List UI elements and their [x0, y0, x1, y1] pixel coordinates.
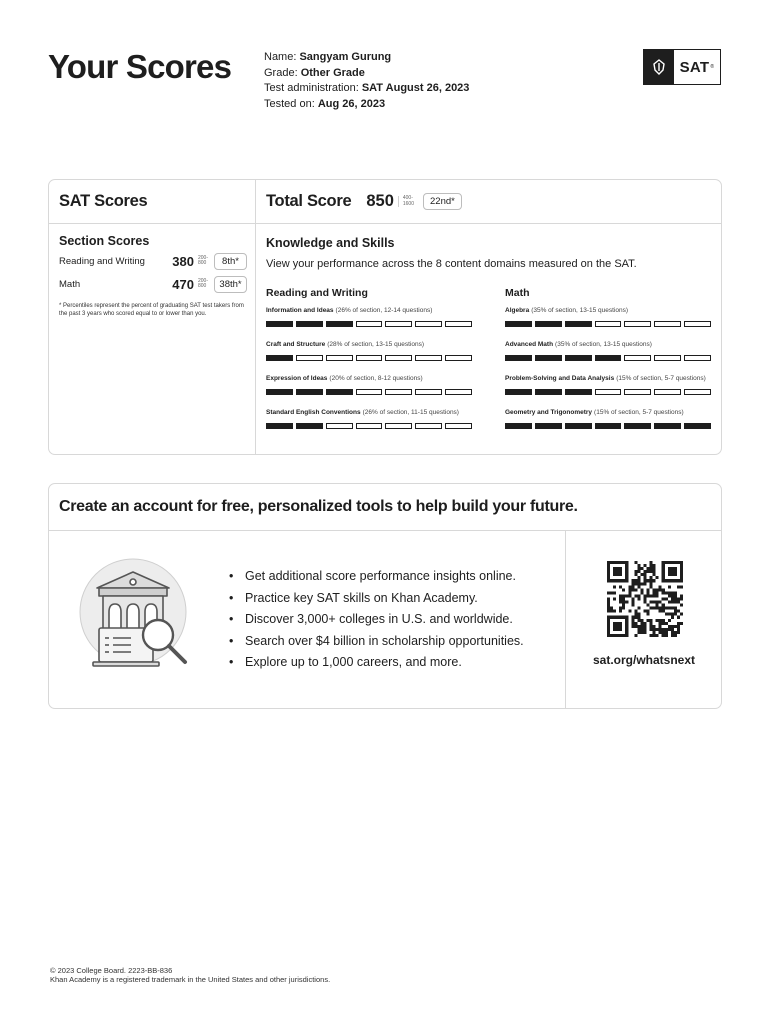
domain-row — [505, 307, 711, 327]
performance-segment-empty — [356, 423, 383, 429]
performance-segment-empty — [415, 355, 442, 361]
performance-segment-filled — [326, 321, 353, 327]
list-item: • Practice key SAT skills on Khan Academy. — [229, 588, 524, 610]
domain-label — [266, 341, 472, 348]
domain-label — [266, 375, 472, 382]
performance-segment-filled — [535, 355, 562, 361]
performance-segment-empty — [654, 355, 681, 361]
scores-card — [48, 179, 722, 455]
performance-segment-empty — [415, 321, 442, 327]
total-score-range: 400- 1600 — [398, 196, 414, 207]
performance-bar — [505, 423, 711, 429]
performance-segment-empty — [415, 389, 442, 395]
domain-label — [505, 375, 711, 382]
knowledge-skills-title: Knowledge and Skills — [266, 236, 395, 250]
total-score-row — [266, 192, 462, 211]
domain-meta: (26% of section, 11-15 questions) — [362, 409, 459, 416]
performance-segment-empty — [385, 423, 412, 429]
performance-segment-empty — [595, 389, 622, 395]
performance-segment-filled — [565, 321, 592, 327]
domain-label — [505, 409, 711, 416]
performance-segment-empty — [385, 321, 412, 327]
performance-segment-filled — [266, 389, 293, 395]
college-illustration-icon — [79, 556, 199, 676]
domain-row — [266, 409, 472, 429]
domain-name: Problem-Solving and Data Analysis — [505, 375, 615, 382]
domain-name: Standard English Conventions — [266, 409, 361, 416]
domain-name: Information and Ideas — [266, 307, 334, 314]
performance-segment-filled — [595, 423, 622, 429]
domain-row — [266, 307, 472, 327]
domain-meta: (35% of section, 13-15 questions) — [531, 307, 629, 314]
acorn-icon — [644, 50, 674, 84]
sat-scores-heading: SAT Scores — [59, 192, 148, 210]
percentile-footnote: * Percentiles represent the percent of graduating SAT test takers from the past 3 years who scored equal to or lower than you. — [59, 303, 244, 317]
total-percentile-badge: 22nd* — [423, 193, 462, 210]
list-item: • Explore up to 1,000 careers, and more. — [229, 652, 524, 674]
performance-segment-filled — [505, 423, 532, 429]
info-grade: Grade: Other Grade — [264, 66, 365, 79]
domain-meta: (15% of section, 5-7 questions) — [594, 409, 684, 416]
performance-segment-empty — [654, 321, 681, 327]
performance-bar — [266, 423, 472, 429]
performance-segment-filled — [326, 389, 353, 395]
performance-segment-empty — [445, 389, 472, 395]
performance-segment-filled — [535, 423, 562, 429]
performance-segment-empty — [415, 423, 442, 429]
performance-segment-filled — [296, 423, 323, 429]
section-row-reading-writing: Reading and Writing 380 200- 800 8th* — [59, 253, 247, 269]
list-item: • Discover 3,000+ colleges in U.S. and worldwide. — [229, 609, 524, 631]
list-item: • Search over $4 billion in scholarship opportunities. — [229, 631, 524, 653]
performance-segment-empty — [654, 389, 681, 395]
domain-row — [505, 375, 711, 395]
math-column-title: Math — [505, 287, 530, 299]
domain-label — [505, 341, 711, 348]
performance-segment-empty — [356, 389, 383, 395]
performance-segment-filled — [535, 321, 562, 327]
info-tested-on: Tested on: Aug 26, 2023 — [264, 97, 386, 110]
performance-segment-filled — [505, 389, 532, 395]
list-item: • Get additional score performance insights online. — [229, 566, 524, 588]
performance-bar — [505, 321, 711, 327]
performance-bar — [266, 321, 472, 327]
performance-segment-filled — [266, 423, 293, 429]
domain-meta: (35% of section, 13-15 questions) — [555, 341, 652, 348]
info-name: Name: Sangyam Gurung — [264, 51, 392, 63]
performance-segment-filled — [535, 389, 562, 395]
performance-segment-empty — [684, 355, 711, 361]
footer — [50, 966, 330, 984]
performance-segment-empty — [385, 355, 412, 361]
domain-name: Expression of Ideas — [266, 375, 328, 382]
percentile-badge: 38th* — [214, 276, 247, 293]
domain-label — [266, 307, 472, 314]
performance-segment-filled — [565, 355, 592, 361]
performance-segment-filled — [624, 423, 651, 429]
performance-segment-empty — [385, 389, 412, 395]
domain-row — [505, 409, 711, 429]
page-title: Your Scores — [48, 48, 232, 85]
performance-segment-empty — [326, 423, 353, 429]
performance-segment-empty — [684, 321, 711, 327]
domain-label — [266, 409, 472, 416]
percentile-badge: 8th* — [214, 253, 247, 270]
domain-meta: (20% of section, 8-12 questions) — [329, 375, 423, 382]
whats-next-link[interactable]: sat.org/whatsnext — [592, 653, 696, 667]
domain-name: Geometry and Trigonometry — [505, 409, 593, 416]
performance-bar — [266, 355, 472, 361]
reading-writing-column-title: Reading and Writing — [266, 287, 368, 299]
performance-segment-empty — [445, 321, 472, 327]
promo-heading: Create an account for free, personalized tools to help build your future. — [59, 498, 578, 515]
performance-segment-filled — [296, 321, 323, 327]
performance-segment-empty — [684, 389, 711, 395]
domain-row — [266, 341, 472, 361]
domain-meta: (26% of section, 12-14 questions) — [335, 307, 433, 314]
knowledge-skills-subtitle: View your performance across the 8 content domains measured on the SAT. — [266, 258, 637, 270]
info-test-administration: Test administration: SAT August 26, 2023 — [264, 82, 470, 94]
performance-bar — [266, 389, 472, 395]
domain-meta: (28% of section, 13-15 questions) — [327, 341, 425, 348]
performance-segment-filled — [595, 355, 622, 361]
performance-segment-empty — [624, 355, 651, 361]
performance-segment-filled — [266, 321, 293, 327]
footer-copyright: © 2023 College Board. 2223-BB-836 — [50, 966, 173, 975]
performance-segment-empty — [326, 355, 353, 361]
sat-logo-text: SAT ® — [679, 58, 715, 76]
test-info — [264, 50, 469, 112]
section-scores-heading: Section Scores — [59, 234, 150, 248]
performance-segment-filled — [565, 423, 592, 429]
total-score-value: 850 — [366, 192, 394, 210]
performance-bar — [505, 389, 711, 395]
domain-label — [505, 307, 711, 314]
performance-segment-empty — [296, 355, 323, 361]
performance-segment-filled — [505, 321, 532, 327]
domain-name: Algebra — [505, 307, 530, 314]
domain-meta: (15% of section, 5-7 questions) — [616, 375, 706, 382]
sat-logo — [643, 49, 721, 85]
qr-code-icon[interactable] — [607, 561, 683, 637]
performance-segment-empty — [356, 355, 383, 361]
section-row-math: Math 470 200- 800 38th* — [59, 276, 247, 292]
performance-segment-filled — [654, 423, 681, 429]
total-score-label: Total Score — [266, 192, 352, 210]
benefits-list — [229, 566, 524, 674]
performance-segment-filled — [266, 355, 293, 361]
domain-name: Advanced Math — [505, 341, 554, 348]
performance-segment-empty — [445, 355, 472, 361]
performance-segment-empty — [356, 321, 383, 327]
performance-segment-filled — [565, 389, 592, 395]
performance-segment-empty — [624, 321, 651, 327]
performance-segment-empty — [595, 321, 622, 327]
domain-row — [266, 375, 472, 395]
promo-card — [48, 483, 722, 709]
performance-segment-filled — [684, 423, 711, 429]
performance-segment-empty — [624, 389, 651, 395]
performance-bar — [505, 355, 711, 361]
domain-row — [505, 341, 711, 361]
performance-segment-empty — [445, 423, 472, 429]
domain-name: Craft and Structure — [266, 341, 326, 348]
footer-trademark: Khan Academy is a registered trademark in the United States and other jurisdictions. — [50, 975, 331, 984]
performance-segment-filled — [505, 355, 532, 361]
performance-segment-filled — [296, 389, 323, 395]
